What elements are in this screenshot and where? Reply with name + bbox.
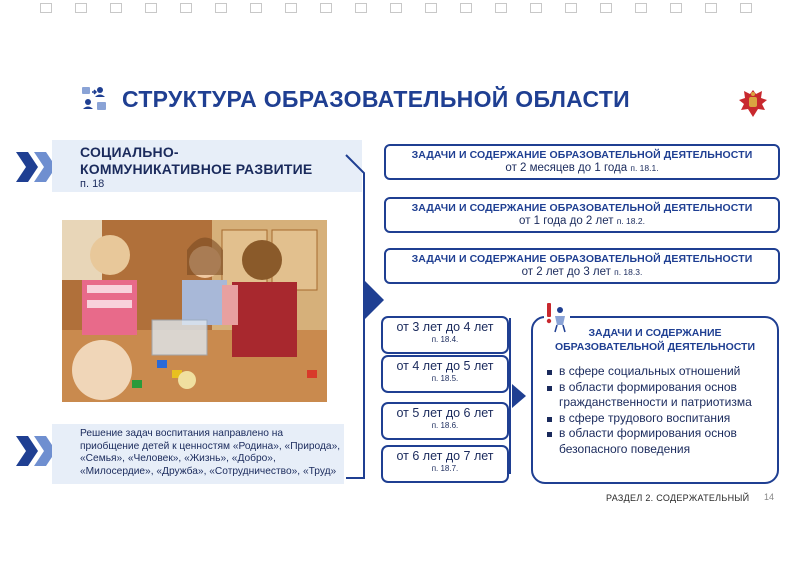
task-box-3 xyxy=(384,248,780,284)
list-item: в области формирования основ гражданственности и патриотизма xyxy=(539,380,771,411)
warning-person-icon xyxy=(544,302,570,334)
content-list xyxy=(539,364,771,457)
task-box-2 xyxy=(384,197,780,233)
list-item: в сфере социальных отношений xyxy=(539,364,771,380)
footer-section: РАЗДЕЛ 2. СОДЕРЖАТЕЛЬНЫЙ xyxy=(606,493,750,503)
age-range: от 4 лет до 5 лет xyxy=(396,359,494,373)
age-ref: п. 18.4. xyxy=(431,335,459,344)
list-item: в области формирования основ безопасного поведения xyxy=(539,426,771,457)
binding-holes xyxy=(30,0,770,14)
age-box-6-7 xyxy=(381,445,509,483)
task-box-age: от 1 года до 2 лет п. 18.2. xyxy=(519,215,645,227)
coat-of-arms-emblem xyxy=(736,86,770,120)
age-box-3-4 xyxy=(381,316,509,354)
age-box-4-5 xyxy=(381,355,509,393)
age-box-5-6 xyxy=(381,402,509,440)
age-ref: п. 18.6. xyxy=(431,421,459,430)
task-box-title: ЗАДАЧИ И СОДЕРЖАНИЕ ОБРАЗОВАТЕЛЬНОЙ ДЕЯТЕЛЬНОСТИ xyxy=(411,253,753,265)
section-title: СОЦИАЛЬНО- КОММУНИКАТИВНОЕ РАЗВИТИЕ xyxy=(80,144,313,177)
age-range: от 5 лет до 6 лет xyxy=(396,406,494,420)
list-item: в сфере трудового воспитания xyxy=(539,411,771,427)
page-number: 14 xyxy=(764,492,775,502)
task-box-title: ЗАДАЧИ И СОДЕРЖАНИЕ ОБРАЗОВАТЕЛЬНОЙ ДЕЯТЕЛЬНОСТИ xyxy=(411,202,753,214)
people-structure-icon xyxy=(80,84,110,114)
children-playing-photo xyxy=(62,220,327,402)
age-range: от 6 лет до 7 лет xyxy=(396,449,494,463)
task-box-1 xyxy=(384,144,780,180)
task-box-title: ЗАДАЧИ И СОДЕРЖАНИЕ ОБРАЗОВАТЕЛЬНОЙ ДЕЯТЕЛЬНОСТИ xyxy=(411,149,753,161)
content-box-title: ЗАДАЧИ И СОДЕРЖАНИЕ ОБРАЗОВАТЕЛЬНОЙ ДЕЯТЕЛЬНОСТИ xyxy=(554,327,756,353)
upbringing-note-box xyxy=(52,424,344,484)
content-box xyxy=(531,316,779,484)
section-ref: п. 18 xyxy=(80,178,105,190)
task-box-age: от 2 лет до 3 лет п. 18.3. xyxy=(521,266,643,278)
upbringing-note: Решение задач воспитания направлено на приобщение детей к ценностям «Родина», «Природа», «Семья», «Человек», «Жизнь», «Добро», «Милосердие», «Дружба», «Сотрудничество», «Труд» xyxy=(80,428,341,477)
section-header-box xyxy=(52,140,362,192)
age-ref: п. 18.7. xyxy=(431,464,459,473)
age-range: от 3 лет до 4 лет xyxy=(396,320,494,334)
page-title: СТРУКТУРА ОБРАЗОВАТЕЛЬНОЙ ОБЛАСТИ xyxy=(122,86,631,112)
age-ref: п. 18.5. xyxy=(431,374,459,383)
task-box-age: от 2 месяцев до 1 года п. 18.1. xyxy=(505,162,659,174)
